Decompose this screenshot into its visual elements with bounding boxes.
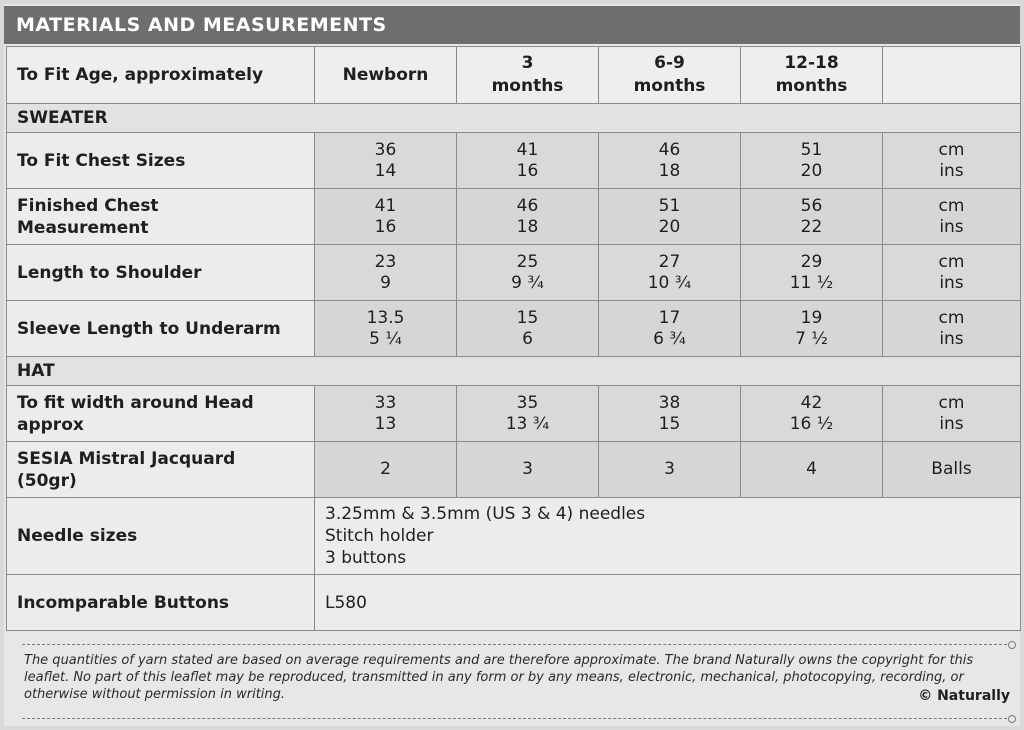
size-value (741, 245, 883, 301)
age-column-header (315, 47, 457, 104)
size-value (457, 301, 599, 357)
measurement-row (7, 442, 1021, 498)
row-label (7, 442, 315, 498)
unit-value-line: cm (938, 251, 965, 272)
size-value-line: 22 (800, 216, 823, 237)
size-value (457, 133, 599, 189)
row-label (7, 245, 315, 301)
page-title: MATERIALS AND MEASUREMENTS (4, 6, 1020, 44)
age-column-header (599, 47, 741, 104)
top-divider (22, 644, 1012, 645)
size-value-line: 15 (658, 413, 681, 434)
row-label-line: SESIA Mistral Jacquard (17, 448, 236, 469)
age-column-line: months (775, 76, 848, 96)
size-value-line: 3 (664, 459, 675, 479)
unit-value-line: cm (938, 195, 965, 216)
size-value-line: 33 (374, 392, 397, 413)
row-label (7, 133, 315, 189)
size-value-line: 6 ¾ (653, 328, 686, 349)
size-value (315, 386, 457, 442)
measurements-table-body (7, 47, 1021, 631)
unit-value (883, 133, 1021, 189)
size-value-line: 18 (658, 160, 681, 181)
size-value-line: 17 (658, 307, 681, 328)
unit-value (883, 386, 1021, 442)
size-value (457, 442, 599, 498)
size-value-line: 4 (806, 459, 817, 479)
unit-value-line: cm (938, 139, 965, 160)
size-value-line: 42 (800, 392, 823, 413)
row-label-line: To fit width around Head (17, 392, 254, 413)
unit-value (883, 189, 1021, 245)
unit-value-line: ins (939, 160, 964, 181)
size-value (741, 386, 883, 442)
size-value-line: 29 (800, 251, 823, 272)
measurement-row (7, 189, 1021, 245)
measurement-row (7, 301, 1021, 357)
size-value-line: 56 (800, 195, 823, 216)
age-column-line: 6-9 (654, 53, 685, 73)
buttons-row (7, 575, 1021, 631)
unit-value-line: ins (939, 413, 964, 434)
size-value-line: 46 (516, 195, 539, 216)
size-value-line: 16 (516, 160, 539, 181)
size-value-line: 35 (516, 392, 539, 413)
size-value-line: 9 (380, 272, 391, 293)
size-value-line: 13 ¾ (505, 413, 550, 434)
size-value (457, 189, 599, 245)
size-value (599, 189, 741, 245)
needles-value (315, 498, 1021, 575)
size-value-line: 3 (522, 459, 533, 479)
unit-value-line: ins (939, 328, 964, 349)
age-column-line: 3 (521, 53, 534, 73)
header-row (7, 47, 1021, 104)
size-value-line: 13.5 (366, 307, 405, 328)
row-label-line: Sleeve Length to Underarm (17, 318, 281, 339)
needles-line: 3 buttons (325, 548, 407, 568)
size-value-line: 20 (800, 160, 823, 181)
row-label (7, 189, 315, 245)
size-value-line: 46 (658, 139, 681, 160)
measurement-row (7, 133, 1021, 189)
row-label (7, 386, 315, 442)
size-value-line: 38 (658, 392, 681, 413)
needles-label: Needle sizes (7, 498, 315, 575)
size-value-line: 36 (374, 139, 397, 160)
size-value-line: 10 ¾ (647, 272, 692, 293)
size-value-line: 51 (658, 195, 681, 216)
size-value (599, 301, 741, 357)
size-value-line: 7 ½ (795, 328, 828, 349)
needles-row (7, 498, 1021, 575)
copyright-notice: The quantities of yarn stated are based on average requirements and are therefore approximate. The brand Naturally owns the copyright for this leaflet. No part of this leaflet may be reproduced, transmitted in any form or by any means, electronic, mechanical, photocopying, recording, or otherwise without permission in writing. (24, 653, 974, 702)
section-row-sweater (7, 104, 1021, 133)
needles-line: 3.25mm & 3.5mm (US 3 & 4) needles (325, 504, 646, 524)
size-value (457, 245, 599, 301)
size-value-line: 16 (374, 216, 397, 237)
size-value-line: 18 (516, 216, 539, 237)
size-value-line: 11 ½ (789, 272, 834, 293)
size-value-line: 6 (522, 328, 533, 349)
row-label-line: approx (17, 414, 84, 435)
size-value-line: 14 (374, 160, 397, 181)
size-value (599, 386, 741, 442)
size-value-line: 51 (800, 139, 823, 160)
section-row-hat (7, 357, 1021, 386)
size-value-line: 25 (516, 251, 539, 272)
size-value (315, 442, 457, 498)
age-label: To Fit Age, approximately (7, 47, 315, 104)
row-label-line: Finished Chest (17, 195, 159, 216)
unit-value (883, 442, 1021, 498)
size-value-line: 9 ¾ (511, 272, 544, 293)
size-value-line: 27 (658, 251, 681, 272)
size-value-line: 19 (800, 307, 823, 328)
size-value (599, 133, 741, 189)
age-column-line: Newborn (342, 64, 429, 85)
buttons-label: Incomparable Buttons (7, 575, 315, 631)
measurements-table (6, 46, 1021, 631)
size-value-line: 15 (516, 307, 539, 328)
bottom-divider (22, 718, 1012, 719)
unit-value-line: cm (938, 307, 965, 328)
needles-line: Stitch holder (325, 526, 434, 546)
size-value (315, 189, 457, 245)
age-column-line: months (491, 76, 564, 96)
age-column-line: months (633, 76, 706, 96)
measurement-row (7, 386, 1021, 442)
size-value (741, 133, 883, 189)
row-label (7, 301, 315, 357)
size-value (599, 442, 741, 498)
unit-value-line: cm (938, 392, 965, 413)
copyright-mark: © Naturally (918, 688, 1010, 704)
buttons-value: L580 (315, 575, 1021, 631)
age-column-header (741, 47, 883, 104)
unit-value-line: ins (939, 272, 964, 293)
size-value-line: 13 (374, 413, 397, 434)
size-value (599, 245, 741, 301)
size-value-line: 41 (516, 139, 539, 160)
age-column-header (457, 47, 599, 104)
unit-value (883, 245, 1021, 301)
age-column-line: 12-18 (784, 53, 839, 73)
size-value (315, 133, 457, 189)
size-value (741, 189, 883, 245)
unit-column-header (883, 47, 1021, 104)
size-value (315, 301, 457, 357)
unit-value-line: ins (939, 216, 964, 237)
size-value-line: 23 (374, 251, 397, 272)
size-value-line: 16 ½ (789, 413, 834, 434)
row-label-line: Length to Shoulder (17, 262, 202, 283)
size-value (315, 245, 457, 301)
unit-value (883, 301, 1021, 357)
size-value-line: 41 (374, 195, 397, 216)
measurement-row (7, 245, 1021, 301)
row-label-line: Measurement (17, 217, 149, 238)
section-title-hat: HAT (7, 357, 1021, 386)
size-value (741, 442, 883, 498)
size-value (457, 386, 599, 442)
size-value-line: 2 (380, 459, 391, 479)
row-label-line: To Fit Chest Sizes (17, 150, 186, 171)
row-label-line: (50gr) (17, 470, 77, 491)
size-value-line: 5 ¼ (369, 328, 402, 349)
section-title-sweater: SWEATER (7, 104, 1021, 133)
size-value-line: 20 (658, 216, 681, 237)
size-value (741, 301, 883, 357)
unit-value-line: Balls (931, 459, 972, 479)
